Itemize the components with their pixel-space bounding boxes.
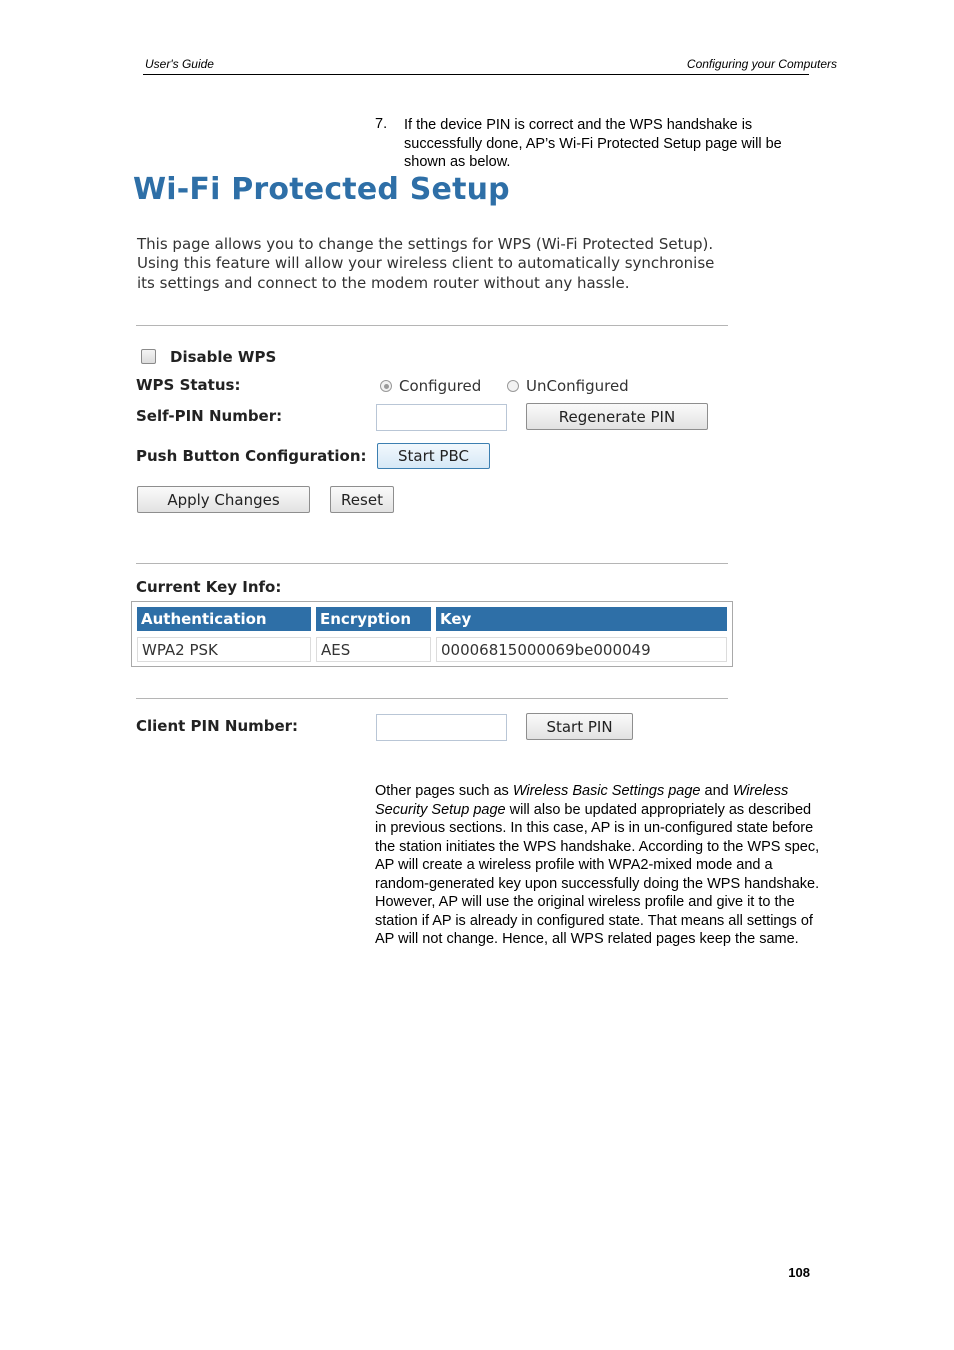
header-left: User's Guide [145, 57, 214, 71]
para-emphasis: Wireless Basic Settings page [512, 783, 701, 799]
reset-button[interactable]: Reset [330, 486, 394, 513]
step-number: 7. [375, 116, 388, 132]
self-pin-label: Self-PIN Number: [136, 407, 283, 425]
unconfigured-label: UnConfigured [526, 377, 629, 395]
body-paragraph [375, 782, 820, 949]
divider [136, 325, 728, 326]
column-header-key: Key [436, 607, 727, 631]
divider [136, 698, 728, 699]
client-pin-input[interactable] [376, 714, 507, 741]
table-cell-key: 00006815000069be000049 [436, 637, 727, 662]
page-number: 108 [788, 1265, 810, 1280]
start-pin-button[interactable]: Start PIN [526, 713, 633, 740]
column-header-encryption: Encryption [316, 607, 431, 631]
para-text: and [700, 783, 733, 799]
table-cell-authentication: WPA2 PSK [137, 637, 311, 662]
pbc-label: Push Button Configuration: [136, 447, 367, 465]
current-key-label: Current Key Info: [136, 578, 282, 596]
wps-description: This page allows you to change the settings for WPS (Wi-Fi Protected Setup). Using this feature will allow your wireless client to automatically synchronise its settings and connect to the modem router without any hassle. [137, 235, 715, 292]
divider [136, 563, 728, 564]
column-header-authentication: Authentication [137, 607, 311, 631]
configured-radio[interactable] [380, 380, 392, 392]
self-pin-input[interactable] [376, 404, 507, 431]
wps-status-label: WPS Status: [136, 376, 241, 394]
para-text: will also be updated appropriately as described in previous sections. In this case, AP is in un-configured state before the station initiates the WPS handshake. According to the WPS spec, AP will create a wireless profile with WPA2-mixed mode and a random-generated key upon successfully doing the WPS handshake. However, AP will use the original wireless profile and give it to the station if AP is already in configured state. That means all settings of AP will not change. Hence, all WPS related pages keep the same. [375, 801, 820, 947]
apply-changes-button[interactable]: Apply Changes [137, 486, 310, 513]
para-emphasis: Wireless Security Setup page [375, 783, 789, 818]
disable-wps-checkbox[interactable] [141, 349, 156, 364]
start-pbc-button[interactable]: Start PBC [377, 443, 490, 469]
client-pin-label: Client PIN Number: [136, 717, 299, 735]
wps-page-title: Wi-Fi Protected Setup [133, 172, 510, 207]
unconfigured-radio[interactable] [507, 380, 519, 392]
regenerate-pin-button[interactable]: Regenerate PIN [526, 403, 708, 430]
step-text: If the device PIN is correct and the WPS handshake is successfully done, AP’s Wi-Fi Protected Setup page will be shown as below. [404, 117, 782, 170]
header-rule [143, 74, 809, 75]
configured-label: Configured [399, 377, 482, 395]
disable-wps-label: Disable WPS [170, 348, 277, 366]
para-text: Other pages such as [375, 783, 513, 799]
header-right: Configuring your Computers [686, 57, 837, 71]
table-cell-encryption: AES [316, 637, 431, 662]
